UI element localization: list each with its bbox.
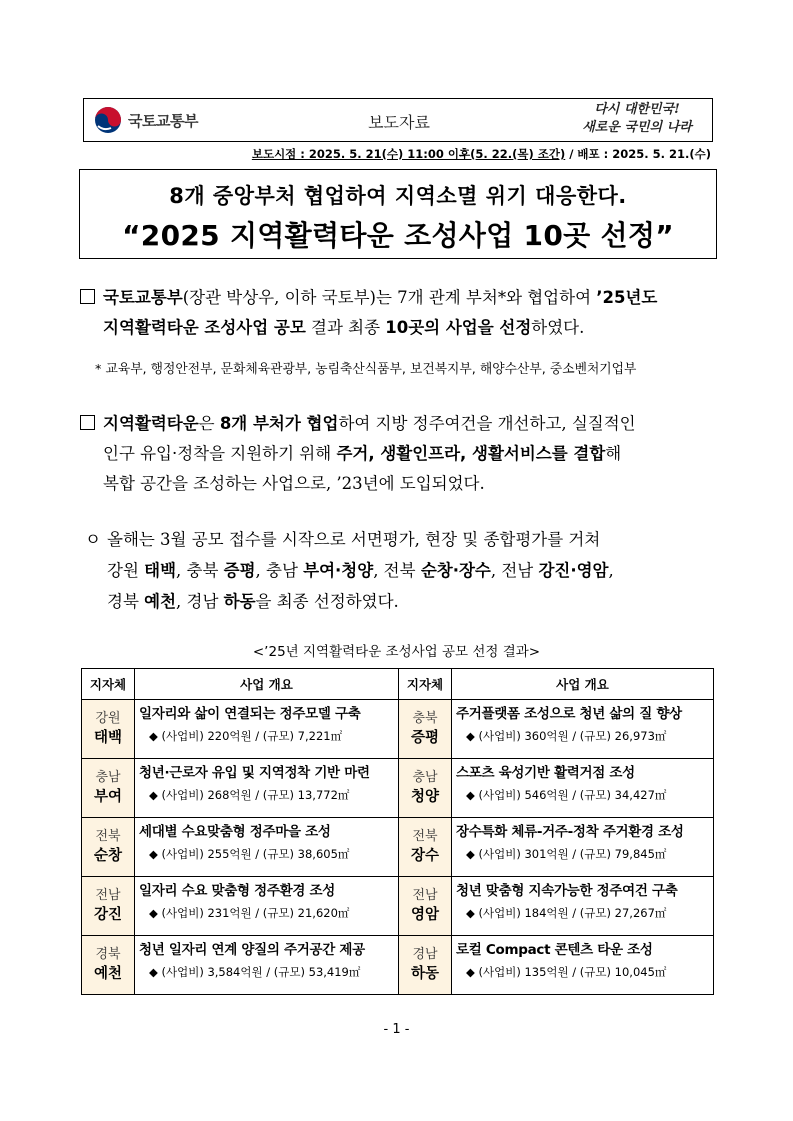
text: 하여 지방 정주여건을 개선하고, 실질적인 bbox=[338, 414, 636, 433]
paragraph-2-line-1 bbox=[80, 409, 720, 439]
text: 올해는 3월 공모 접수를 시작으로 서면평가, 현장 및 종합평가를 거쳐 bbox=[107, 530, 601, 549]
region-cell bbox=[82, 936, 135, 995]
slogan-line-1: 다시 대한민국! bbox=[594, 102, 680, 117]
text-bold: 순창·장수 bbox=[420, 561, 491, 580]
text: 경북 bbox=[107, 592, 145, 611]
province-name: 전남 bbox=[412, 888, 438, 903]
project-cell bbox=[135, 759, 399, 818]
project-detail: ◆ (사업비) 360억원 / (규모) 26,973㎡ bbox=[466, 729, 667, 743]
project-name: 청년 일자리 연계 양질의 주거공간 제공 bbox=[139, 942, 365, 958]
text: 결과 최종 bbox=[305, 318, 386, 337]
project-cell bbox=[135, 936, 399, 995]
province-name: 강원 bbox=[95, 711, 121, 726]
project-cell bbox=[135, 700, 399, 759]
city-name: 영암 bbox=[410, 907, 439, 923]
city-name: 부여 bbox=[93, 789, 122, 805]
city-name: 장수 bbox=[410, 848, 439, 864]
project-cell bbox=[135, 877, 399, 936]
region-cell bbox=[82, 759, 135, 818]
region-cell bbox=[399, 700, 452, 759]
page-number: - 1 - bbox=[383, 1022, 410, 1037]
province-name: 충남 bbox=[412, 770, 438, 785]
project-name: 주거플랫폼 조성으로 청년 삶의 질 향상 bbox=[456, 706, 682, 722]
results-table bbox=[81, 668, 714, 995]
text: , 충북 bbox=[176, 561, 224, 580]
header-box bbox=[83, 98, 713, 142]
paragraph-1-line-2 bbox=[80, 313, 720, 343]
text-bold: 10곳의 사업을 선정 bbox=[385, 318, 532, 337]
table-header-row bbox=[82, 669, 714, 700]
city-name: 순창 bbox=[93, 848, 122, 864]
text-bold: ’25년도 bbox=[596, 288, 658, 307]
table-row bbox=[82, 936, 714, 995]
column-header: 지자체 bbox=[82, 669, 135, 700]
province-name: 경남 bbox=[412, 947, 438, 962]
text-bold: 하동 bbox=[223, 592, 256, 611]
text: (장관 박상우, 이하 국토부)는 7개 관계 부처*와 협업하여 bbox=[182, 288, 597, 307]
city-name: 하동 bbox=[410, 966, 439, 982]
project-cell bbox=[452, 759, 714, 818]
text-bold: 주거, 생활인프라, 생활서비스를 결합 bbox=[336, 444, 606, 463]
table-row bbox=[82, 818, 714, 877]
project-detail: ◆ (사업비) 231억원 / (규모) 21,620㎡ bbox=[149, 906, 350, 920]
text-bold: 태백 bbox=[144, 561, 177, 580]
text: 해 bbox=[605, 444, 622, 463]
paragraph-3-line-2 bbox=[85, 555, 720, 586]
text-bold: 강진·영암 bbox=[538, 561, 609, 580]
paragraph-3-line-3 bbox=[85, 586, 720, 617]
text: 을 최종 선정하였다. bbox=[255, 592, 399, 611]
paragraph-3 bbox=[85, 524, 720, 617]
region-cell bbox=[399, 936, 452, 995]
province-name: 경북 bbox=[95, 947, 121, 962]
project-name: 일자리 수요 맞춤형 정주환경 조성 bbox=[139, 883, 335, 899]
column-header: 사업 개요 bbox=[135, 669, 399, 700]
city-name: 예천 bbox=[93, 966, 122, 982]
project-detail: ◆ (사업비) 135억원 / (규모) 10,045㎡ bbox=[466, 965, 667, 979]
project-detail: ◆ (사업비) 255억원 / (규모) 38,605㎡ bbox=[149, 847, 350, 861]
text-bold: 지역활력타운 bbox=[103, 414, 199, 433]
paragraph-2 bbox=[80, 409, 720, 499]
text: , 경남 bbox=[176, 592, 224, 611]
title-box bbox=[79, 169, 717, 259]
text: 인구 유입·정착을 지원하기 위해 bbox=[103, 444, 337, 463]
text-bold: 부여·청양 bbox=[303, 561, 374, 580]
text-bold: 8개 부처가 협업 bbox=[219, 414, 339, 433]
project-detail: ◆ (사업비) 268억원 / (규모) 13,772㎡ bbox=[149, 788, 350, 802]
release-info bbox=[252, 146, 711, 162]
city-name: 청양 bbox=[410, 789, 439, 805]
table-row bbox=[82, 877, 714, 936]
province-name: 충남 bbox=[95, 770, 121, 785]
project-name: 장수특화 체류-거주-정착 주거환경 조성 bbox=[456, 824, 684, 840]
region-cell bbox=[399, 877, 452, 936]
project-name: 로컬 Compact 콘텐츠 타운 조성 bbox=[456, 942, 653, 958]
paragraph-3-line-1 bbox=[85, 524, 720, 555]
province-name: 전북 bbox=[95, 829, 121, 844]
paragraph-2-line-3 bbox=[80, 469, 720, 499]
footnote: * 교육부, 행정안전부, 문화체육관광부, 농림축산식품부, 보건복지부, 해양수산부, 중소벤처기업부 bbox=[95, 362, 637, 377]
project-cell bbox=[452, 700, 714, 759]
province-name: 충북 bbox=[412, 711, 438, 726]
project-cell bbox=[452, 877, 714, 936]
region-cell bbox=[82, 818, 135, 877]
table-row bbox=[82, 700, 714, 759]
paragraph-2-line-2 bbox=[80, 439, 720, 469]
project-name: 스포츠 육성기반 활력거점 조성 bbox=[456, 765, 635, 781]
ministry-name: 국토교통부 bbox=[128, 112, 198, 130]
project-detail: ◆ (사업비) 220억원 / (규모) 7,221㎡ bbox=[149, 729, 343, 743]
paragraph-1-line-1 bbox=[80, 283, 720, 313]
project-name: 청년·근로자 유입 및 지역정착 기반 마련 bbox=[139, 765, 370, 781]
project-cell bbox=[135, 818, 399, 877]
title-line-2: “2025 지역활력타운 조성사업 10곳 선정” bbox=[122, 219, 674, 252]
circle-bullet-icon: ㅇ bbox=[85, 530, 101, 549]
region-cell bbox=[82, 877, 135, 936]
release-time: 보도시점 : 2025. 5. 21(수) 11:00 이후(5. 22.(목) 조간) bbox=[251, 147, 566, 161]
column-header: 사업 개요 bbox=[452, 669, 714, 700]
city-name: 증평 bbox=[410, 730, 439, 746]
project-name: 일자리와 삶이 연결되는 정주모델 구축 bbox=[139, 706, 361, 722]
text-bold: 예천 bbox=[144, 592, 177, 611]
square-bullet-icon bbox=[80, 415, 95, 430]
project-detail: ◆ (사업비) 301억원 / (규모) 79,845㎡ bbox=[466, 847, 667, 861]
distribution-date: / 배포 : 2025. 5. 21.(수) bbox=[565, 147, 711, 161]
region-cell bbox=[399, 818, 452, 877]
paragraph-1 bbox=[80, 283, 720, 343]
text: , 전북 bbox=[373, 561, 421, 580]
city-name: 태백 bbox=[93, 730, 122, 746]
project-name: 세대별 수요맞춤형 정주마을 조성 bbox=[139, 824, 331, 840]
project-detail: ◆ (사업비) 184억원 / (규모) 27,267㎡ bbox=[466, 906, 667, 920]
text: 하였다. bbox=[531, 318, 585, 337]
text-bold: 국토교통부 bbox=[103, 288, 183, 307]
text: 복합 공간을 조성하는 사업으로, ’23년에 도입되었다. bbox=[103, 474, 485, 493]
province-name: 전남 bbox=[95, 888, 121, 903]
text: , bbox=[608, 561, 614, 580]
text-bold: 지역활력타운 조성사업 공모 bbox=[103, 318, 306, 337]
column-header: 지자체 bbox=[399, 669, 452, 700]
press-release-label: 보도자료 bbox=[368, 113, 430, 132]
project-name: 청년 맞춤형 지속가능한 정주여건 구축 bbox=[456, 883, 678, 899]
table-row bbox=[82, 759, 714, 818]
slogan-line-2: 새로운 국민의 나라 bbox=[582, 120, 692, 135]
text-bold: 증평 bbox=[223, 561, 256, 580]
city-name: 강진 bbox=[93, 907, 122, 923]
project-cell bbox=[452, 936, 714, 995]
text: 강원 bbox=[107, 561, 145, 580]
title-line-1: 8개 중앙부처 협업하여 지역소멸 위기 대응한다. bbox=[169, 184, 627, 208]
text: , 전남 bbox=[490, 561, 539, 580]
region-cell bbox=[82, 700, 135, 759]
project-detail: ◆ (사업비) 546억원 / (규모) 34,427㎡ bbox=[466, 788, 667, 802]
region-cell bbox=[399, 759, 452, 818]
table-caption: <’25년 지역활력타운 조성사업 공모 선정 결과> bbox=[252, 644, 541, 660]
project-cell bbox=[452, 818, 714, 877]
project-detail: ◆ (사업비) 3,584억원 / (규모) 53,419㎡ bbox=[149, 965, 361, 979]
text: , 충남 bbox=[255, 561, 304, 580]
province-name: 전북 bbox=[412, 829, 438, 844]
slogan bbox=[572, 101, 702, 137]
text: 은 bbox=[198, 414, 220, 433]
square-bullet-icon bbox=[80, 289, 95, 304]
